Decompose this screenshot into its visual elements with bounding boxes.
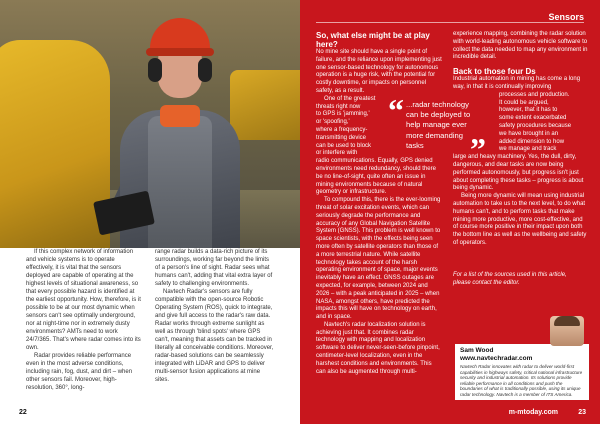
body-paragraph: Navtech's radar localization solution is achieving just that. It combines radar technology with mapping and localization software to deliver never-seen-before pinpoint, centimeter-level localization, even in the harshest conditions and environments. This can also be augmented through multi- xyxy=(316,321,440,375)
body-paragraph: No mine site should have a single point of failure, and the reliance upon implementing just one sensor-based technology for autonomous operation is a huge risk, with the potential for costly downtime, or impacts on personnel safety, as a result. xyxy=(316,49,442,94)
body-paragraph: range radar builds a data-rich picture of its surroundings, working far beyond the limits of a person's line of sight. Radar sees what humans can't, adding that vital extra layer of safety to challenging environments. xyxy=(155,249,273,287)
body-paragraph: Radar provides reliable performance even in the most adverse conditions, including rain, fog, dust, and dirt – when other sensors fail. Moreover, high-resolution, 360°, long- xyxy=(26,353,133,391)
body-line: threats right now xyxy=(316,103,361,110)
body-line: where a frequency- xyxy=(316,126,368,133)
body-paragraph: If this complex network of information and vehicle systems is to operate effectively, it is vital that the sensors deployed are capable of operating at the highest levels of situational awareness, so that every possible hazard is identified at the earliest opportunity. How, therefore, is it possible to be at our most dynamic when sensors can't see optimally underground, nor at night-time nor in extremely dusty environments? AMTs need to work 24/7/365. That's where radar comes into its own. xyxy=(26,249,141,351)
body-line: can be used to block xyxy=(316,142,372,149)
page-number-right: 23 xyxy=(578,409,586,416)
body-line: we manage and track xyxy=(499,146,557,153)
author-url: www.navtechradar.com xyxy=(460,355,533,362)
body-line: transmitting device xyxy=(316,134,367,141)
worker-vest xyxy=(148,116,212,248)
body-line: however, that it has to xyxy=(499,107,558,114)
body-line: we have brought in an xyxy=(499,130,559,137)
miner-photo xyxy=(0,0,300,248)
body-line: processes and production. xyxy=(499,91,570,98)
body-paragraph: Being more dynamic will mean using industrial automation to take us to the next level, to do what humans can't, and to perform tasks that make mining more productive, more cost-effective, and of course more positive in their impact upon both the bottom line as well as the wellbeing and safety of operators. xyxy=(453,193,587,246)
body-paragraph: Industrial automation in mining has come a long way, in that it is continually improving xyxy=(453,76,581,90)
body-paragraph: To compound this, there is the ever-looming threat of solar excitation events, which can seriously degrade the performance and accuracy of any Global Navigation Satellite System (GNSS). This problem is well known to space scientists, with the effects being seen more often by satellite operators than those of a more terrestrial nature. While satellite technology takes account of the harsh operating environment of space, major events inevitably have an effect. GNSS outages are expected, for example, between 2024 and 2026 – with a peak anticipated in 2025 – when NASA, amongst others, have predicted the impacts this will have on technology on earth, and in space. xyxy=(316,197,441,321)
sources-note: For a list of the sources used in this article, please contact the editor. xyxy=(453,272,567,286)
section-heading: So, what else might be at play here? xyxy=(316,31,430,49)
body-line: One of the greatest xyxy=(324,95,376,102)
close-quote-icon: ” xyxy=(470,131,486,167)
body-line: to GPS is 'jamming,' xyxy=(316,111,370,118)
earmuff-icon xyxy=(198,58,212,82)
worker-collar xyxy=(160,105,200,127)
open-quote-icon: “ xyxy=(388,92,404,128)
body-paragraph: radio communications. Equally, GPS denied environments need redundancy, should there be no line-of-sight, quite often an issue in mining environments because of natural geometry or infrastructure. xyxy=(316,158,436,196)
body-paragraph: experience mapping, combining the radar solution with world-leading autonomous vehicle software to collect the data needed to map any environment in incredible detail. xyxy=(453,31,588,61)
body-line: some extent exacerbated xyxy=(499,115,567,122)
body-paragraph: Navtech Radar's sensors are fully compatible with the open-source Robotic Operating System (ROS), quick to integrate, and give full access to the radar's raw data. Radar works through extreme sunlight as well as through 'blind spots' where GPS can't, meaning that assets can be tracked in literally all conceivable conditions. Moreover, radar-based solutions can be seamlessly integrated with LiDAR and GPS to deliver multi-sensor fusion applications at mine sites. xyxy=(155,289,274,383)
section-heading: Back to those four Ds xyxy=(453,67,536,77)
background-excavator xyxy=(230,70,300,140)
author-bio: Navtech Radar innovates with radar to deliver world-first capabilities in highways safety, critical national infrastructure security and industrial automation. Its solutions provide reliable performance in all conditions and push the boundaries of what is traditionally possible, using its unique radar technology. Navtech is a member of ITS America. xyxy=(460,364,583,397)
site-url: m-mtoday.com xyxy=(508,409,558,416)
header-divider xyxy=(316,22,584,23)
left-column-1 xyxy=(26,248,143,392)
right-column-1 xyxy=(316,31,442,376)
body-line: or 'spoofing,' xyxy=(316,119,350,126)
author-box xyxy=(455,344,589,400)
avatar xyxy=(550,316,584,346)
left-column-2 xyxy=(155,248,275,384)
yellow-mining-machine xyxy=(0,40,110,248)
earmuff-icon xyxy=(148,58,162,82)
body-paragraph: large and heavy machinery. Yes, the dull, dirty, dangerous, and dear tasks are now being performed autonomously, but progress isn't just about completing these tasks – progress is about being dynamic. xyxy=(453,154,584,192)
body-line: added dimension to how xyxy=(499,138,565,145)
body-line: safety procedures because xyxy=(499,122,572,129)
body-line: It could be argued, xyxy=(499,99,549,106)
body-line: or interfere with xyxy=(316,150,358,157)
page-number-left: 22 xyxy=(19,409,27,416)
hard-hat-brim xyxy=(146,48,214,56)
pull-quote: ...radar technology can be deployed to help manage ever more demanding tasks xyxy=(406,100,471,150)
section-label: Sensors xyxy=(548,12,584,22)
author-name: Sam Wood xyxy=(460,347,494,354)
